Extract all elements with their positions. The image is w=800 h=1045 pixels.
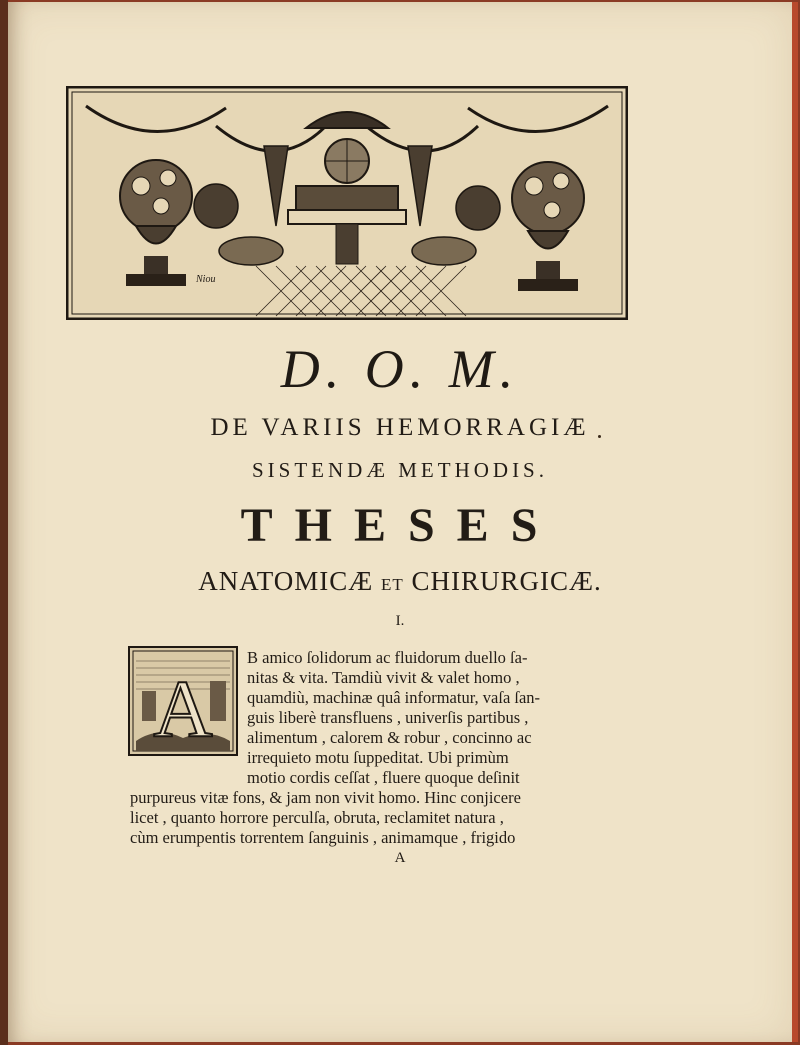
body-line-5: alimentum , calorem & robur , concinno ac (247, 728, 532, 747)
body-line-10: cùm erumpentis torrentem ſanguinis , animamque , frigido (130, 828, 516, 847)
dom-heading: D. O. M. (280, 339, 520, 399)
body-line-2: nitas & vita. Tamdiù vivit & valet homo , (247, 668, 520, 687)
body-line-6: irrequieto motu ſuppeditat. Ubi primùm (247, 748, 509, 767)
title-theses: THESES (240, 499, 560, 552)
engraver-signature: Niou (196, 274, 216, 285)
title-chirurgicae: CHIRURGICÆ. (411, 566, 602, 596)
body-line-9: licet , quanto horrore perculſa, obruta, reclamitet natura , (130, 808, 504, 827)
title-anatomicae: ANATOMICÆ (198, 566, 374, 596)
title-line-1: DE VARIIS HEMORRAGIÆ (210, 414, 590, 441)
body-line-8: purpureus vitæ fons, & jam non vivit homo. Hinc conjicere (130, 788, 521, 807)
title-line-4 (0, 566, 800, 597)
body-line-1: B amico ſolidorum ac fluidorum duello ſa- (247, 648, 528, 667)
ornamental-headpiece (66, 86, 628, 320)
section-number: I. (395, 613, 405, 629)
signature-mark: A (394, 850, 406, 866)
title-et: ET (380, 575, 404, 594)
title-line-2: SISTENDÆ METHODIS. (251, 458, 548, 482)
decorated-initial-icon (128, 646, 238, 756)
paper-speck (598, 435, 601, 438)
body-line-3: quamdiù, machinæ quâ informatur, vaſa ſan- (247, 688, 541, 707)
body-line-7: motio cordis ceſſat , fluere quoque deſinit (247, 768, 520, 787)
initial-letter: A (153, 663, 213, 754)
body-line-4: guis liberè transfluens , univerſis partibus , (247, 708, 529, 727)
